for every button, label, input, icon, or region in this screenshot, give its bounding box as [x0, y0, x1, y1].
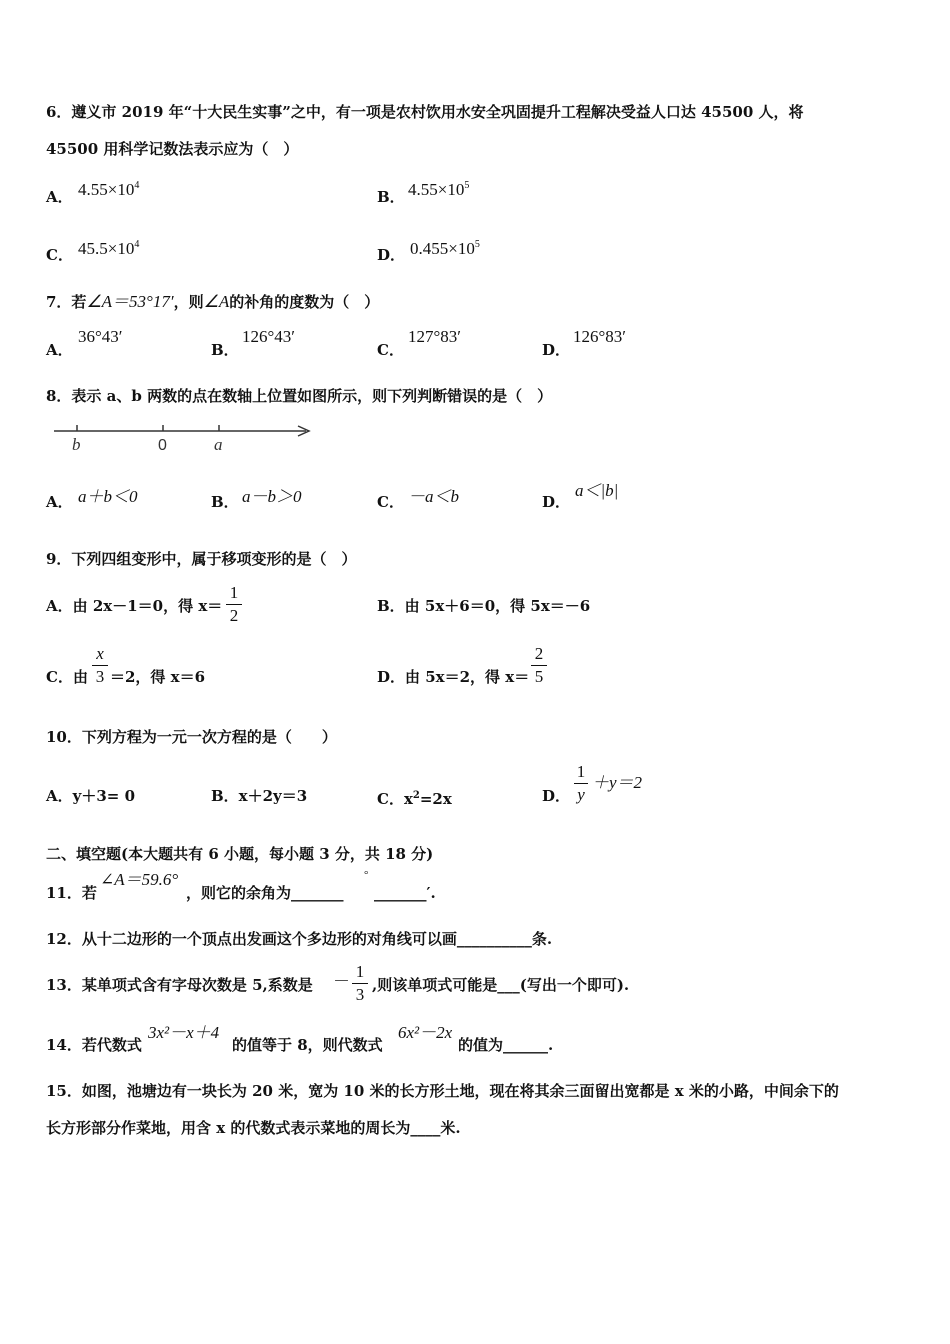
- q15-line2: 长方形部分作菜地，用含 x 的代数式表示菜地的周长为____米.: [46, 1119, 461, 1137]
- q7-option-a-value: 36°43′: [78, 327, 123, 346]
- q9-option-c-pre: C．由: [46, 668, 88, 686]
- number-line-diagram: [50, 420, 320, 456]
- q9-stem: 9．下列四组变形中，属于移项变形的是（ ）: [46, 550, 357, 568]
- q11-tail: _______′.: [374, 884, 436, 902]
- q8-option-c-value: －a＜b: [408, 487, 459, 506]
- q6-option-a-label: A．: [46, 188, 73, 206]
- q8-option-d-value: a＜|b|: [575, 481, 619, 500]
- q10-stem: 10．下列方程为一元一次方程的是（ ）: [46, 728, 337, 746]
- q7-option-a-label: A．: [46, 341, 73, 359]
- q13-fraction: 1 3: [352, 962, 368, 1005]
- q13-suffix: ,则该单项式可能是___(写出一个即可).: [372, 976, 630, 994]
- q6-option-c-label: C．: [46, 246, 73, 264]
- q7-option-d-label: D．: [542, 341, 571, 359]
- q6-option-a-value: $4.55\times 10^4$: [78, 180, 140, 199]
- q15-line1: 15．如图，池塘边有一块长为 20 米，宽为 10 米的长方形土地，现在将其余三面留出宽都是 x 米的小路，中间余下的: [46, 1082, 839, 1100]
- q9-option-c-fraction: x 3: [92, 644, 108, 687]
- q6-stem-line2: 45500 用科学记数法表示应为（ ）: [46, 140, 299, 158]
- q14-mid: 的值等于 8，则代数式: [232, 1036, 383, 1054]
- q14-prefix: 14．若代数式: [46, 1036, 142, 1054]
- q6-option-b-label: B．: [377, 188, 405, 206]
- q7-option-b-label: B．: [211, 341, 239, 359]
- q11-prefix: 11．若: [46, 884, 97, 902]
- q6-option-b-value: $4.55\times 10^5$: [408, 180, 470, 199]
- q8-option-b-label: B．: [211, 493, 239, 511]
- q14-expression-2: 6x²－2x: [398, 1023, 453, 1042]
- q8-option-a-value: a＋b＜0: [78, 487, 138, 506]
- q6-option-d-value: $0.455\times 10^5$: [410, 239, 480, 258]
- q10-option-d-rest: ＋y＝2: [592, 773, 643, 792]
- q8-option-c-label: C．: [377, 493, 404, 511]
- q7-option-c-label: C．: [377, 341, 404, 359]
- q13-prefix: 13．某单项式含有字母次数是 5,系数是: [46, 976, 313, 994]
- q7-option-b-value: 126°43′: [242, 327, 296, 346]
- q10-option-d-fraction: 1 y: [574, 762, 588, 805]
- q11-condition: ∠A＝59.6°: [100, 870, 179, 889]
- axis-label-a: a: [214, 435, 223, 454]
- axis-label-0: 0: [158, 437, 167, 454]
- q13-sign: －: [333, 972, 350, 991]
- q8-option-d-label: D．: [542, 493, 571, 511]
- q9-option-c-post: ＝2，得 x＝6: [110, 668, 206, 686]
- q7-option-d-value: 126°83′: [573, 327, 627, 346]
- q10-option-d-label: D．: [542, 787, 571, 805]
- q9-option-d-text: D．由 5x＝2，得 x＝: [377, 668, 530, 686]
- q6-option-c-value: $45.5\times 10^4$: [78, 239, 140, 258]
- q10-option-b: B．x＋2y＝3: [211, 787, 308, 805]
- q9-option-d-fraction: 2 5: [531, 644, 547, 687]
- q9-option-a-text: A．由 2x－1＝0，得 x＝: [46, 597, 223, 615]
- axis-label-b: b: [72, 435, 81, 454]
- q10-option-a: A．y＋3= 0: [46, 787, 136, 805]
- q14-suffix: 的值为______.: [458, 1036, 554, 1054]
- q11-degree-mark: °: [364, 869, 369, 881]
- q9-option-a-fraction: 1 2: [226, 583, 242, 626]
- q7-stem: 7．若∠A＝53°17′，则∠A的补角的度数为（ ）: [46, 292, 380, 311]
- q11-suffix: ，则它的余角为_______: [186, 884, 344, 902]
- q8-option-b-value: a－b＞0: [242, 487, 302, 506]
- q6-option-d-label: D．: [377, 246, 406, 264]
- q9-option-b-text: B．由 5x＋6＝0，得 5x＝－6: [377, 597, 591, 615]
- q14-expression-1: 3x²－x＋4: [148, 1023, 220, 1042]
- q7-option-c-value: 127°83′: [408, 327, 462, 346]
- q6-stem-line1: 6．遵义市 2019 年“十大民生实事”之中，有一项是农村饮用水安全巩固提升工程解决受益人口达 45500 人，将: [46, 103, 804, 121]
- section-2-heading: 二、填空题(本大题共有 6 小题，每小题 3 分，共 18 分): [46, 845, 434, 863]
- q12-text: 12．从十二边形的一个顶点出发画这个多边形的对角线可以画__________条.: [46, 930, 553, 948]
- q8-option-a-label: A．: [46, 493, 73, 511]
- q8-stem: 8．表示 a、b 两数的点在数轴上位置如图所示，则下列判断错误的是（ ）: [46, 387, 553, 405]
- q10-option-c: C．$x^2=2x$: [377, 790, 452, 808]
